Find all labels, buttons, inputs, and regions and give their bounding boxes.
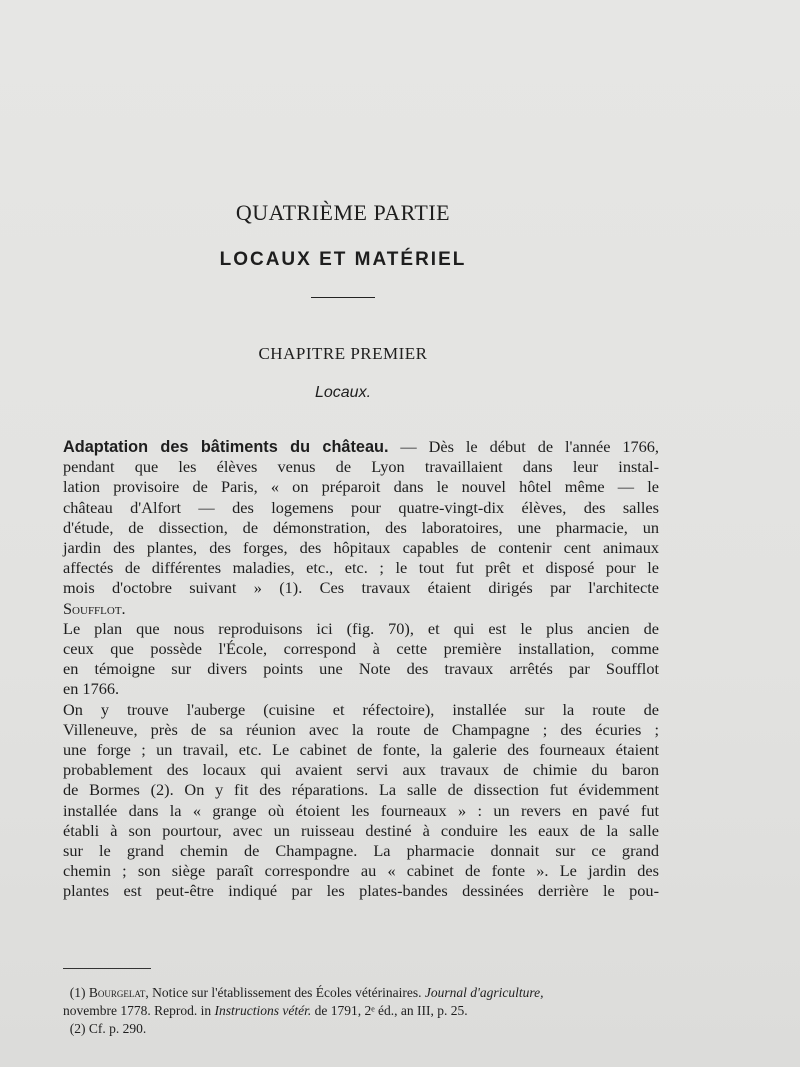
paragraph-line: d'étude, de dissection, de démonstration, des laboratoires, une pharmacie, un (63, 517, 659, 537)
paragraph-line: établi à son pourtour, avec un ruisseau destiné à conduire les eaux de la salle (63, 820, 659, 840)
paragraph-line: en témoigne sur divers points une Note des travaux arrêtés par Soufflot (63, 659, 659, 679)
footnotes (63, 984, 663, 1038)
paragraph-line: sur le grand chemin de Champagne. La pharmacie donnait sur ce grand (63, 841, 659, 861)
paragraph-lead: Adaptation des bâtiments du château. (63, 438, 389, 456)
paragraph-line: On y trouve l'auberge (cuisine et réfectoire), installée sur la route de (63, 699, 659, 719)
paragraph-line: ceux que possède l'École, correspond à cette première installation, comme (63, 639, 659, 659)
paragraph-line: pendant que les élèves venus de Lyon travaillaient dans leur instal- (63, 457, 659, 477)
paragraph-line: plantes est peut-être indiqué par les plates-bandes dessinées derrière le pou- (63, 881, 659, 901)
footnote-1-journal: Journal d'agriculture, (424, 985, 544, 1000)
chapter-subtitle: Locaux. (314, 384, 372, 401)
footnote-1-instructions: Instructions vétér. (214, 1003, 312, 1018)
footnote-divider (63, 968, 151, 969)
paragraph-line: lation provisoire de Paris, « on préparoit dans le nouvel hôtel même — le (63, 477, 659, 497)
paragraph-1 (63, 437, 659, 619)
paragraph-line: château d'Alfort — des logemens pour quatre-vingt-dix élèves, des salles (63, 497, 659, 517)
paragraph-line: de Bormes (2). On y fit des réparations. La salle de dissection fut évidemment (63, 780, 659, 800)
title-divider (311, 297, 375, 298)
body-text (63, 437, 659, 902)
paragraph-line: en 1766. (63, 679, 120, 699)
footnote-1-author: Bourgelat (88, 985, 146, 1000)
paragraph-line: Le plan que nous reproduisons ici (fig. 70), et qui est le plus ancien de (63, 618, 659, 638)
paragraph-2 (63, 619, 659, 700)
paragraph-line: probablement des locaux qui avaient servi aux travaux de chimie du baron (63, 760, 659, 780)
paragraph-line: Soufflot. (63, 598, 126, 618)
paragraph-3 (63, 700, 659, 902)
footnote-1-line-2: novembre 1778. Reprod. in Instructions vétér. de 1791, 2ᵉ éd., an III, p. 25. (63, 1003, 468, 1018)
paragraph-line: mois d'octobre suivant » (1). Ces travaux étaient dirigés par l'architecte (63, 578, 659, 598)
footnote-2: (2) Cf. p. 290. (69, 1021, 147, 1036)
footnote-1-number: (1) (69, 985, 86, 1000)
paragraph-line: affectés de différentes maladies, etc., etc. ; le tout fut prêt et disposé pour le (63, 558, 659, 578)
footnote-1-line-1: (1) Bourgelat, Notice sur l'établissement des Écoles vétérinaires. Journal d'agriculture, (69, 985, 544, 1000)
chapter-title: CHAPITRE PREMIER (258, 344, 428, 363)
part-title: QUATRIÈME PARTIE (235, 200, 451, 225)
paragraph-line: Villeneuve, près de sa réunion avec la route de Champagne ; des écuries ; (63, 719, 659, 739)
paragraph-line: chemin ; son siège paraît correspondre au « cabinet de fonte ». Le jardin des (63, 861, 659, 881)
section-title: LOCAUX ET MATÉRIEL (219, 249, 467, 270)
paragraph-line: Adaptation des bâtiments du château. — Dès le début de l'année 1766, (63, 437, 659, 456)
paragraph-line: une forge ; un travail, etc. Le cabinet de fonte, la galerie des fourneaux étaient (63, 740, 659, 760)
paragraph-line: installée dans la « grange où étoient les fourneaux » : un revers en pavé fut (63, 800, 659, 820)
paragraph-line: jardin des plantes, des forges, des hôpitaux capables de contenir cent animaux (63, 538, 659, 558)
